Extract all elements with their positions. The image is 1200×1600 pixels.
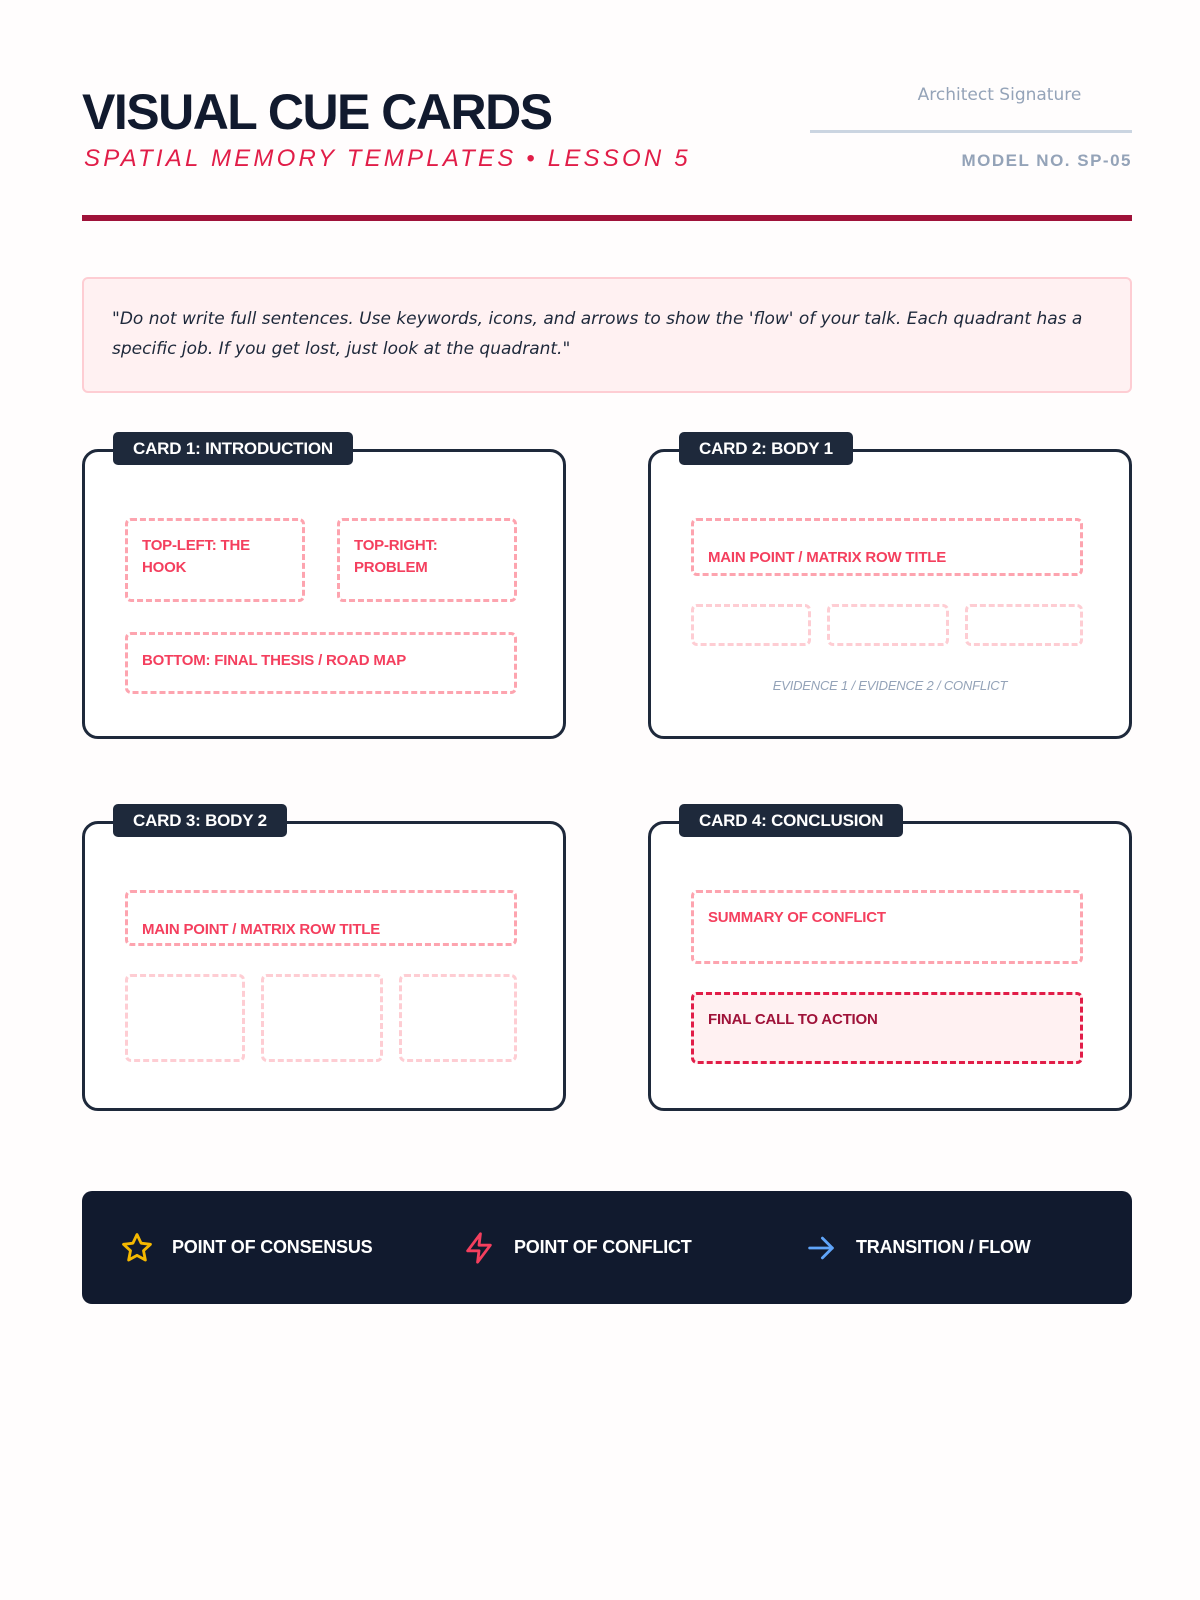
card-tab-introduction: CARD 1: INTRODUCTION <box>113 432 353 465</box>
legend-consensus-label: POINT OF CONSENSUS <box>172 1237 373 1257</box>
zone-evidence-1[interactable] <box>125 974 245 1062</box>
signature-label: Architect Signature <box>917 85 1082 105</box>
zone-main-point[interactable]: MAIN POINT / MATRIX ROW TITLE <box>125 890 517 946</box>
card-conclusion <box>648 811 1132 1111</box>
zone-conflict[interactable] <box>399 974 517 1062</box>
legend-transition-label: TRANSITION / FLOW <box>856 1237 1031 1257</box>
page-subtitle: SPATIAL MEMORY TEMPLATES • LESSON 5 <box>84 145 691 172</box>
instruction-quote: "Do not write full sentences. Use keywords, icons, and arrows to show the 'flow' of your talk. Each quadrant has a specific job. If you get lost, just look at the quadrant." <box>112 309 1083 359</box>
zone-evidence-2[interactable] <box>261 974 383 1062</box>
zone-main-point[interactable]: MAIN POINT / MATRIX ROW TITLE <box>691 518 1083 576</box>
zone-hook[interactable]: TOP-LEFT: THE HOOK <box>125 518 305 602</box>
zone-evidence-2[interactable] <box>827 604 949 646</box>
card-body-1 <box>648 439 1132 739</box>
arrow-right-icon <box>804 1231 838 1265</box>
signature-line[interactable] <box>810 130 1132 133</box>
card-tab-body-2: CARD 3: BODY 2 <box>113 804 287 837</box>
lightning-icon <box>462 1231 496 1265</box>
zone-thesis[interactable]: BOTTOM: FINAL THESIS / ROAD MAP <box>125 632 517 694</box>
zone-evidence-1[interactable] <box>691 604 811 646</box>
page-title: VISUAL CUE CARDS <box>82 84 552 140</box>
legend-conflict <box>462 1191 692 1304</box>
legend-consensus <box>120 1191 372 1304</box>
instruction-quote-box <box>82 277 1132 393</box>
card-introduction <box>82 439 566 739</box>
legend-transition <box>804 1191 1031 1304</box>
card-body-2 <box>82 811 566 1111</box>
icon-legend <box>82 1191 1132 1304</box>
zone-summary[interactable]: SUMMARY OF CONFLICT <box>691 890 1083 964</box>
legend-conflict-label: POINT OF CONFLICT <box>514 1237 692 1257</box>
zone-conflict[interactable] <box>965 604 1083 646</box>
card-tab-body-1: CARD 2: BODY 1 <box>679 432 853 465</box>
model-number: MODEL NO. SP-05 <box>961 151 1132 170</box>
zone-call-to-action[interactable]: FINAL CALL TO ACTION <box>691 992 1083 1064</box>
header <box>82 84 1132 214</box>
header-divider <box>82 215 1132 221</box>
zone-problem[interactable]: TOP-RIGHT: PROBLEM <box>337 518 517 602</box>
card-tab-conclusion: CARD 4: CONCLUSION <box>679 804 903 837</box>
evidence-caption: EVIDENCE 1 / EVIDENCE 2 / CONFLICT <box>772 678 1008 693</box>
star-icon <box>120 1231 154 1265</box>
